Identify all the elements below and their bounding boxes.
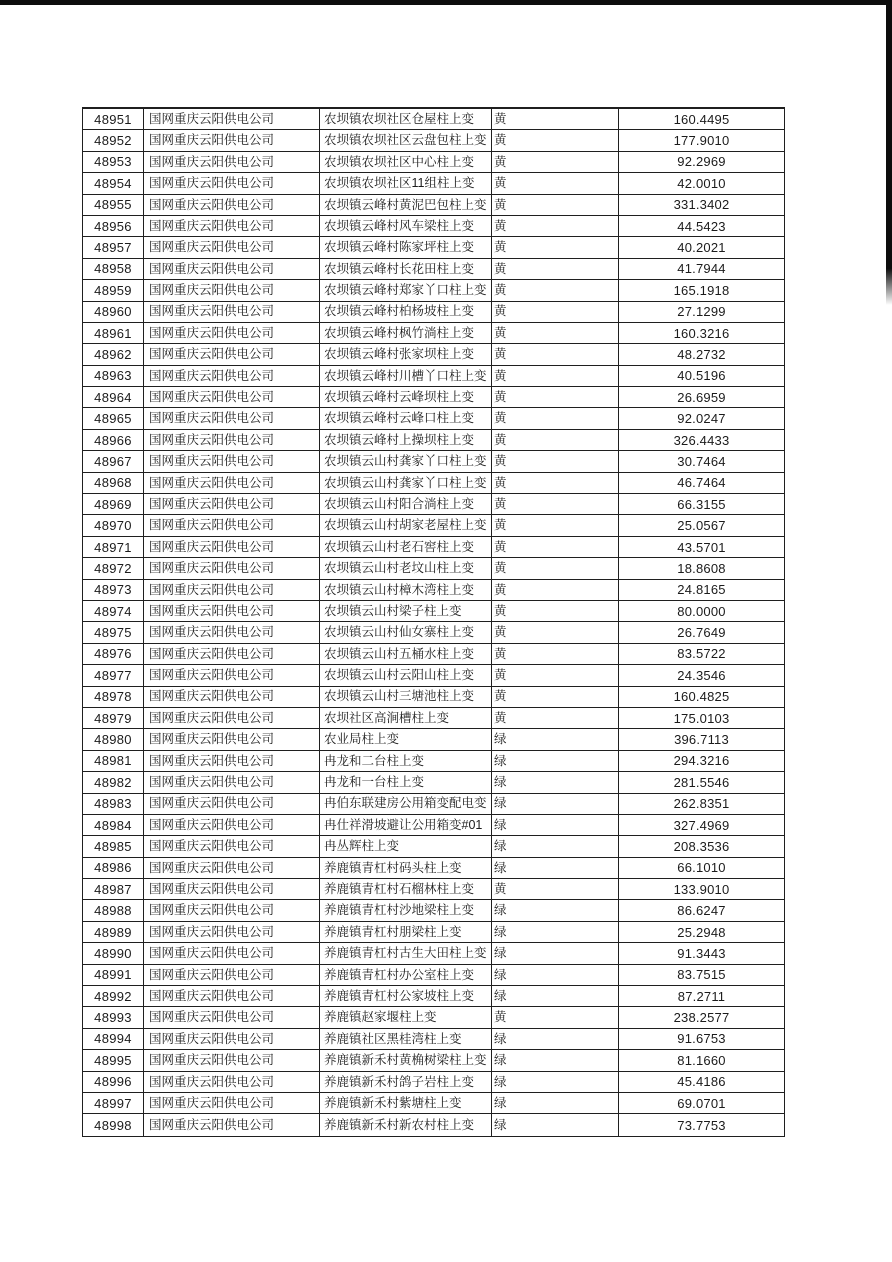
company-name-cell: 国网重庆云阳供电公司 bbox=[144, 858, 320, 878]
device-name-cell: 农坝镇云山村梁子柱上变 bbox=[320, 601, 492, 621]
load-value-cell: 165.1918 bbox=[673, 282, 730, 298]
status-flag-cell: 绿 bbox=[492, 772, 619, 792]
company-name-cell: 国网重庆云阳供电公司 bbox=[144, 216, 320, 236]
device-name-cell: 养鹿镇新禾村黄桷树梁柱上变 bbox=[320, 1050, 492, 1070]
device-name-cell: 养鹿镇赵家堰柱上变 bbox=[320, 1007, 492, 1027]
status-flag-cell: 黄 bbox=[492, 1007, 619, 1027]
company-name-cell: 国网重庆云阳供电公司 bbox=[144, 708, 320, 728]
device-name-cell: 农坝镇农坝社区中心柱上变 bbox=[320, 152, 492, 172]
device-name-cell: 农坝镇云峰村云峰坝柱上变 bbox=[320, 387, 492, 407]
load-value-cell: 44.5423 bbox=[677, 218, 726, 234]
status-flag-cell: 黄 bbox=[492, 558, 619, 578]
load-value-cell: 327.4969 bbox=[673, 817, 730, 833]
table-row bbox=[83, 1007, 784, 1028]
load-value-cell: 87.2711 bbox=[677, 988, 726, 1004]
company-name-cell: 国网重庆云阳供电公司 bbox=[144, 152, 320, 172]
table-row bbox=[83, 302, 784, 323]
table-row bbox=[83, 109, 784, 130]
load-value-cell: 262.8351 bbox=[673, 796, 730, 812]
transformer-load-table bbox=[82, 107, 785, 1137]
status-flag-cell: 黄 bbox=[492, 408, 619, 428]
row-id-cell: 48959 bbox=[83, 280, 144, 300]
row-id-cell: 48994 bbox=[83, 1029, 144, 1049]
status-flag-cell: 黄 bbox=[492, 302, 619, 322]
load-value-cell: 27.1299 bbox=[677, 304, 726, 320]
status-flag-cell: 绿 bbox=[492, 1093, 619, 1113]
status-flag-cell: 黄 bbox=[492, 601, 619, 621]
company-name-cell: 国网重庆云阳供电公司 bbox=[144, 922, 320, 942]
load-value-cell: 42.0010 bbox=[677, 175, 726, 191]
table-row bbox=[83, 216, 784, 237]
row-id-cell: 48997 bbox=[83, 1093, 144, 1113]
company-name-cell: 国网重庆云阳供电公司 bbox=[144, 387, 320, 407]
row-id-cell: 48961 bbox=[83, 323, 144, 343]
device-name-cell: 农坝镇农坝社区云盘包柱上变 bbox=[320, 130, 492, 150]
status-flag-cell: 绿 bbox=[492, 794, 619, 814]
load-value-cell: 26.6959 bbox=[677, 389, 726, 405]
table-row bbox=[83, 622, 784, 643]
table-row bbox=[83, 366, 784, 387]
scan-top-edge bbox=[0, 0, 892, 5]
device-name-cell: 农坝镇云峰村长花田柱上变 bbox=[320, 259, 492, 279]
company-name-cell: 国网重庆云阳供电公司 bbox=[144, 751, 320, 771]
company-name-cell: 国网重庆云阳供电公司 bbox=[144, 344, 320, 364]
status-flag-cell: 黄 bbox=[492, 323, 619, 343]
table-row bbox=[83, 943, 784, 964]
load-value-cell: 66.1010 bbox=[677, 860, 726, 876]
status-flag-cell: 绿 bbox=[492, 1114, 619, 1135]
row-id-cell: 48962 bbox=[83, 344, 144, 364]
company-name-cell: 国网重庆云阳供电公司 bbox=[144, 687, 320, 707]
status-flag-cell: 绿 bbox=[492, 986, 619, 1006]
row-id-cell: 48967 bbox=[83, 451, 144, 471]
device-name-cell: 农坝镇云峰村川槽丫口柱上变 bbox=[320, 366, 492, 386]
device-name-cell: 农坝镇云山村龚家丫口柱上变 bbox=[320, 451, 492, 471]
row-id-cell: 48973 bbox=[83, 580, 144, 600]
device-name-cell: 养鹿镇新禾村紫塘柱上变 bbox=[320, 1093, 492, 1113]
load-value-cell: 177.9010 bbox=[673, 133, 730, 149]
load-value-cell: 133.9010 bbox=[673, 881, 730, 897]
load-value-cell: 91.6753 bbox=[677, 1031, 726, 1047]
row-id-cell: 48951 bbox=[83, 109, 144, 129]
row-id-cell: 48996 bbox=[83, 1072, 144, 1092]
table-row bbox=[83, 1114, 784, 1135]
status-flag-cell: 黄 bbox=[492, 879, 619, 899]
company-name-cell: 国网重庆云阳供电公司 bbox=[144, 408, 320, 428]
table-row bbox=[83, 836, 784, 857]
table-row bbox=[83, 515, 784, 536]
device-name-cell: 冉龙和一台柱上变 bbox=[320, 772, 492, 792]
company-name-cell: 国网重庆云阳供电公司 bbox=[144, 943, 320, 963]
status-flag-cell: 黄 bbox=[492, 173, 619, 193]
company-name-cell: 国网重庆云阳供电公司 bbox=[144, 515, 320, 535]
company-name-cell: 国网重庆云阳供电公司 bbox=[144, 537, 320, 557]
table-row bbox=[83, 537, 784, 558]
status-flag-cell: 黄 bbox=[492, 130, 619, 150]
device-name-cell: 农坝镇云峰村黄泥巴包柱上变 bbox=[320, 195, 492, 215]
company-name-cell: 国网重庆云阳供电公司 bbox=[144, 644, 320, 664]
company-name-cell: 国网重庆云阳供电公司 bbox=[144, 130, 320, 150]
device-name-cell: 农坝镇云山村云阳山柱上变 bbox=[320, 665, 492, 685]
status-flag-cell: 黄 bbox=[492, 366, 619, 386]
load-value-cell: 160.4825 bbox=[673, 689, 730, 705]
device-name-cell: 农坝镇云峰村风车梁柱上变 bbox=[320, 216, 492, 236]
device-name-cell: 农坝镇云山村老坟山柱上变 bbox=[320, 558, 492, 578]
load-value-cell: 25.2948 bbox=[677, 924, 726, 940]
table-row bbox=[83, 237, 784, 258]
table-row bbox=[83, 580, 784, 601]
device-name-cell: 冉丛辉柱上变 bbox=[320, 836, 492, 856]
load-value-cell: 45.4186 bbox=[677, 1074, 726, 1090]
row-id-cell: 48977 bbox=[83, 665, 144, 685]
load-value-cell: 281.5546 bbox=[673, 774, 730, 790]
load-value-cell: 43.5701 bbox=[677, 539, 726, 555]
status-flag-cell: 绿 bbox=[492, 943, 619, 963]
load-value-cell: 48.2732 bbox=[677, 346, 726, 362]
company-name-cell: 国网重庆云阳供电公司 bbox=[144, 965, 320, 985]
table-row bbox=[83, 708, 784, 729]
device-name-cell: 养鹿镇青杠村沙地梁柱上变 bbox=[320, 900, 492, 920]
company-name-cell: 国网重庆云阳供电公司 bbox=[144, 323, 320, 343]
load-value-cell: 175.0103 bbox=[673, 710, 730, 726]
company-name-cell: 国网重庆云阳供电公司 bbox=[144, 580, 320, 600]
row-id-cell: 48975 bbox=[83, 622, 144, 642]
device-name-cell: 冉伯东联建房公用箱变配电变 bbox=[320, 794, 492, 814]
status-flag-cell: 绿 bbox=[492, 815, 619, 835]
company-name-cell: 国网重庆云阳供电公司 bbox=[144, 794, 320, 814]
status-flag-cell: 绿 bbox=[492, 965, 619, 985]
device-name-cell: 农坝镇云山村龚家丫口柱上变 bbox=[320, 473, 492, 493]
table-row bbox=[83, 1029, 784, 1050]
load-value-cell: 25.0567 bbox=[677, 518, 726, 534]
status-flag-cell: 黄 bbox=[492, 687, 619, 707]
table-row bbox=[83, 195, 784, 216]
table-row bbox=[83, 601, 784, 622]
table-row bbox=[83, 130, 784, 151]
row-id-cell: 48986 bbox=[83, 858, 144, 878]
table-row bbox=[83, 729, 784, 750]
status-flag-cell: 黄 bbox=[492, 237, 619, 257]
row-id-cell: 48963 bbox=[83, 366, 144, 386]
row-id-cell: 48954 bbox=[83, 173, 144, 193]
status-flag-cell: 黄 bbox=[492, 259, 619, 279]
company-name-cell: 国网重庆云阳供电公司 bbox=[144, 900, 320, 920]
status-flag-cell: 黄 bbox=[492, 537, 619, 557]
company-name-cell: 国网重庆云阳供电公司 bbox=[144, 1114, 320, 1135]
company-name-cell: 国网重庆云阳供电公司 bbox=[144, 173, 320, 193]
load-value-cell: 294.3216 bbox=[673, 753, 730, 769]
device-name-cell: 农坝镇云山村五桶水柱上变 bbox=[320, 644, 492, 664]
load-value-cell: 40.2021 bbox=[677, 240, 726, 256]
device-name-cell: 养鹿镇社区黑桂湾柱上变 bbox=[320, 1029, 492, 1049]
company-name-cell: 国网重庆云阳供电公司 bbox=[144, 430, 320, 450]
row-id-cell: 48988 bbox=[83, 900, 144, 920]
table-row bbox=[83, 644, 784, 665]
company-name-cell: 国网重庆云阳供电公司 bbox=[144, 494, 320, 514]
table-row bbox=[83, 986, 784, 1007]
row-id-cell: 48974 bbox=[83, 601, 144, 621]
status-flag-cell: 黄 bbox=[492, 622, 619, 642]
device-name-cell: 农坝镇云山村胡家老屋柱上变 bbox=[320, 515, 492, 535]
row-id-cell: 48965 bbox=[83, 408, 144, 428]
load-value-cell: 40.5196 bbox=[677, 368, 726, 384]
table-row bbox=[83, 430, 784, 451]
load-value-cell: 69.0701 bbox=[677, 1095, 726, 1111]
device-name-cell: 农坝镇云峰村陈家坪柱上变 bbox=[320, 237, 492, 257]
load-value-cell: 24.3546 bbox=[677, 667, 726, 683]
company-name-cell: 国网重庆云阳供电公司 bbox=[144, 1093, 320, 1113]
status-flag-cell: 黄 bbox=[492, 109, 619, 129]
company-name-cell: 国网重庆云阳供电公司 bbox=[144, 451, 320, 471]
row-id-cell: 48953 bbox=[83, 152, 144, 172]
load-value-cell: 80.0000 bbox=[677, 603, 726, 619]
device-name-cell: 农坝镇云山村老石窖柱上变 bbox=[320, 537, 492, 557]
status-flag-cell: 黄 bbox=[492, 665, 619, 685]
row-id-cell: 48984 bbox=[83, 815, 144, 835]
load-value-cell: 160.3216 bbox=[673, 325, 730, 341]
status-flag-cell: 黄 bbox=[492, 216, 619, 236]
status-flag-cell: 黄 bbox=[492, 515, 619, 535]
status-flag-cell: 黄 bbox=[492, 152, 619, 172]
device-name-cell: 农坝镇云峰村张家坝柱上变 bbox=[320, 344, 492, 364]
company-name-cell: 国网重庆云阳供电公司 bbox=[144, 601, 320, 621]
company-name-cell: 国网重庆云阳供电公司 bbox=[144, 772, 320, 792]
device-name-cell: 农坝镇云山村仙女寨柱上变 bbox=[320, 622, 492, 642]
row-id-cell: 48978 bbox=[83, 687, 144, 707]
row-id-cell: 48970 bbox=[83, 515, 144, 535]
status-flag-cell: 黄 bbox=[492, 430, 619, 450]
row-id-cell: 48991 bbox=[83, 965, 144, 985]
company-name-cell: 国网重庆云阳供电公司 bbox=[144, 473, 320, 493]
device-name-cell: 农坝镇云峰村云峰口柱上变 bbox=[320, 408, 492, 428]
company-name-cell: 国网重庆云阳供电公司 bbox=[144, 280, 320, 300]
load-value-cell: 73.7753 bbox=[677, 1117, 726, 1133]
status-flag-cell: 黄 bbox=[492, 644, 619, 664]
device-name-cell: 养鹿镇青杠村朋梁柱上变 bbox=[320, 922, 492, 942]
status-flag-cell: 黄 bbox=[492, 387, 619, 407]
load-value-cell: 208.3536 bbox=[673, 838, 730, 854]
device-name-cell: 农坝镇云山村三塘池柱上变 bbox=[320, 687, 492, 707]
table-row bbox=[83, 858, 784, 879]
table-row bbox=[83, 387, 784, 408]
load-value-cell: 160.4495 bbox=[673, 111, 730, 127]
device-name-cell: 农坝镇农坝社区11组柱上变 bbox=[320, 173, 492, 193]
load-value-cell: 30.7464 bbox=[677, 453, 726, 469]
company-name-cell: 国网重庆云阳供电公司 bbox=[144, 815, 320, 835]
company-name-cell: 国网重庆云阳供电公司 bbox=[144, 1007, 320, 1027]
row-id-cell: 48957 bbox=[83, 237, 144, 257]
row-id-cell: 48980 bbox=[83, 729, 144, 749]
row-id-cell: 48998 bbox=[83, 1114, 144, 1135]
load-value-cell: 83.5722 bbox=[677, 646, 726, 662]
device-name-cell: 养鹿镇青杠村办公室柱上变 bbox=[320, 965, 492, 985]
company-name-cell: 国网重庆云阳供电公司 bbox=[144, 1050, 320, 1070]
company-name-cell: 国网重庆云阳供电公司 bbox=[144, 879, 320, 899]
device-name-cell: 农坝镇云山村阳合淌柱上变 bbox=[320, 494, 492, 514]
device-name-cell: 养鹿镇青杠村古生大田柱上变 bbox=[320, 943, 492, 963]
company-name-cell: 国网重庆云阳供电公司 bbox=[144, 1029, 320, 1049]
table-row bbox=[83, 879, 784, 900]
device-name-cell: 农坝镇云山村樟木湾柱上变 bbox=[320, 580, 492, 600]
table-row bbox=[83, 1072, 784, 1093]
table-row bbox=[83, 473, 784, 494]
table-row bbox=[83, 558, 784, 579]
device-name-cell: 冉龙和二台柱上变 bbox=[320, 751, 492, 771]
row-id-cell: 48992 bbox=[83, 986, 144, 1006]
load-value-cell: 26.7649 bbox=[677, 625, 726, 641]
device-name-cell: 农业局柱上变 bbox=[320, 729, 492, 749]
row-id-cell: 48983 bbox=[83, 794, 144, 814]
company-name-cell: 国网重庆云阳供电公司 bbox=[144, 729, 320, 749]
company-name-cell: 国网重庆云阳供电公司 bbox=[144, 109, 320, 129]
row-id-cell: 48958 bbox=[83, 259, 144, 279]
table-row bbox=[83, 259, 784, 280]
row-id-cell: 48981 bbox=[83, 751, 144, 771]
load-value-cell: 92.2969 bbox=[677, 154, 726, 170]
status-flag-cell: 黄 bbox=[492, 344, 619, 364]
table-row bbox=[83, 965, 784, 986]
table-row bbox=[83, 751, 784, 772]
table-row bbox=[83, 815, 784, 836]
device-name-cell: 农坝镇云峰村郑家丫口柱上变 bbox=[320, 280, 492, 300]
row-id-cell: 48969 bbox=[83, 494, 144, 514]
load-value-cell: 396.7113 bbox=[674, 732, 729, 748]
company-name-cell: 国网重庆云阳供电公司 bbox=[144, 259, 320, 279]
row-id-cell: 48995 bbox=[83, 1050, 144, 1070]
row-id-cell: 48966 bbox=[83, 430, 144, 450]
status-flag-cell: 黄 bbox=[492, 494, 619, 514]
device-name-cell: 冉仕祥滑坡避让公用箱变#01 bbox=[320, 815, 492, 835]
table-row bbox=[83, 280, 784, 301]
row-id-cell: 48985 bbox=[83, 836, 144, 856]
company-name-cell: 国网重庆云阳供电公司 bbox=[144, 237, 320, 257]
scan-right-edge bbox=[886, 0, 892, 305]
device-name-cell: 养鹿镇青杠村石榴林柱上变 bbox=[320, 879, 492, 899]
load-value-cell: 41.7944 bbox=[677, 261, 726, 277]
company-name-cell: 国网重庆云阳供电公司 bbox=[144, 836, 320, 856]
company-name-cell: 国网重庆云阳供电公司 bbox=[144, 986, 320, 1006]
table-row bbox=[83, 665, 784, 686]
table-row bbox=[83, 408, 784, 429]
load-value-cell: 83.7515 bbox=[677, 967, 726, 983]
status-flag-cell: 绿 bbox=[492, 900, 619, 920]
load-value-cell: 91.3443 bbox=[677, 945, 726, 961]
row-id-cell: 48968 bbox=[83, 473, 144, 493]
table-row bbox=[83, 152, 784, 173]
device-name-cell: 养鹿镇青杠村公家坡柱上变 bbox=[320, 986, 492, 1006]
status-flag-cell: 黄 bbox=[492, 280, 619, 300]
table-row bbox=[83, 922, 784, 943]
table-row bbox=[83, 173, 784, 194]
row-id-cell: 48971 bbox=[83, 537, 144, 557]
status-flag-cell: 黄 bbox=[492, 195, 619, 215]
row-id-cell: 48955 bbox=[83, 195, 144, 215]
table-row bbox=[83, 344, 784, 365]
load-value-cell: 66.3155 bbox=[677, 496, 726, 512]
status-flag-cell: 绿 bbox=[492, 1029, 619, 1049]
row-id-cell: 48956 bbox=[83, 216, 144, 236]
load-value-cell: 92.0247 bbox=[677, 411, 726, 427]
status-flag-cell: 黄 bbox=[492, 708, 619, 728]
load-value-cell: 326.4433 bbox=[673, 432, 730, 448]
device-name-cell: 养鹿镇新禾村新农村柱上变 bbox=[320, 1114, 492, 1135]
status-flag-cell: 绿 bbox=[492, 1050, 619, 1070]
status-flag-cell: 绿 bbox=[492, 1072, 619, 1092]
load-value-cell: 46.7464 bbox=[677, 475, 726, 491]
row-id-cell: 48952 bbox=[83, 130, 144, 150]
company-name-cell: 国网重庆云阳供电公司 bbox=[144, 1072, 320, 1092]
table-row bbox=[83, 794, 784, 815]
load-value-cell: 81.1660 bbox=[677, 1052, 726, 1068]
table-row bbox=[83, 1093, 784, 1114]
status-flag-cell: 绿 bbox=[492, 836, 619, 856]
company-name-cell: 国网重庆云阳供电公司 bbox=[144, 302, 320, 322]
device-name-cell: 农坝镇云峰村枫竹淌柱上变 bbox=[320, 323, 492, 343]
row-id-cell: 48990 bbox=[83, 943, 144, 963]
table-row bbox=[83, 772, 784, 793]
table-row bbox=[83, 451, 784, 472]
company-name-cell: 国网重庆云阳供电公司 bbox=[144, 366, 320, 386]
load-value-cell: 18.8608 bbox=[677, 560, 726, 576]
row-id-cell: 48993 bbox=[83, 1007, 144, 1027]
device-name-cell: 农坝镇云峰村上操坝柱上变 bbox=[320, 430, 492, 450]
status-flag-cell: 绿 bbox=[492, 858, 619, 878]
device-name-cell: 养鹿镇青杠村码头柱上变 bbox=[320, 858, 492, 878]
load-value-cell: 331.3402 bbox=[673, 197, 730, 213]
status-flag-cell: 黄 bbox=[492, 473, 619, 493]
company-name-cell: 国网重庆云阳供电公司 bbox=[144, 195, 320, 215]
table-row bbox=[83, 900, 784, 921]
device-name-cell: 农坝镇云峰村柏杨坡柱上变 bbox=[320, 302, 492, 322]
table-row bbox=[83, 494, 784, 515]
row-id-cell: 48976 bbox=[83, 644, 144, 664]
row-id-cell: 48964 bbox=[83, 387, 144, 407]
table-row bbox=[83, 687, 784, 708]
table-row bbox=[83, 323, 784, 344]
status-flag-cell: 绿 bbox=[492, 729, 619, 749]
device-name-cell: 农坝镇农坝社区仓屋柱上变 bbox=[320, 109, 492, 129]
load-value-cell: 24.8165 bbox=[677, 582, 726, 598]
row-id-cell: 48960 bbox=[83, 302, 144, 322]
row-id-cell: 48987 bbox=[83, 879, 144, 899]
company-name-cell: 国网重庆云阳供电公司 bbox=[144, 622, 320, 642]
status-flag-cell: 黄 bbox=[492, 580, 619, 600]
row-id-cell: 48982 bbox=[83, 772, 144, 792]
load-value-cell: 238.2577 bbox=[673, 1010, 730, 1026]
row-id-cell: 48979 bbox=[83, 708, 144, 728]
row-id-cell: 48972 bbox=[83, 558, 144, 578]
status-flag-cell: 绿 bbox=[492, 751, 619, 771]
row-id-cell: 48989 bbox=[83, 922, 144, 942]
load-value-cell: 86.6247 bbox=[677, 903, 726, 919]
device-name-cell: 农坝社区高涧槽柱上变 bbox=[320, 708, 492, 728]
company-name-cell: 国网重庆云阳供电公司 bbox=[144, 558, 320, 578]
table-row bbox=[83, 1050, 784, 1071]
company-name-cell: 国网重庆云阳供电公司 bbox=[144, 665, 320, 685]
status-flag-cell: 绿 bbox=[492, 922, 619, 942]
device-name-cell: 养鹿镇新禾村鸽子岩柱上变 bbox=[320, 1072, 492, 1092]
status-flag-cell: 黄 bbox=[492, 451, 619, 471]
